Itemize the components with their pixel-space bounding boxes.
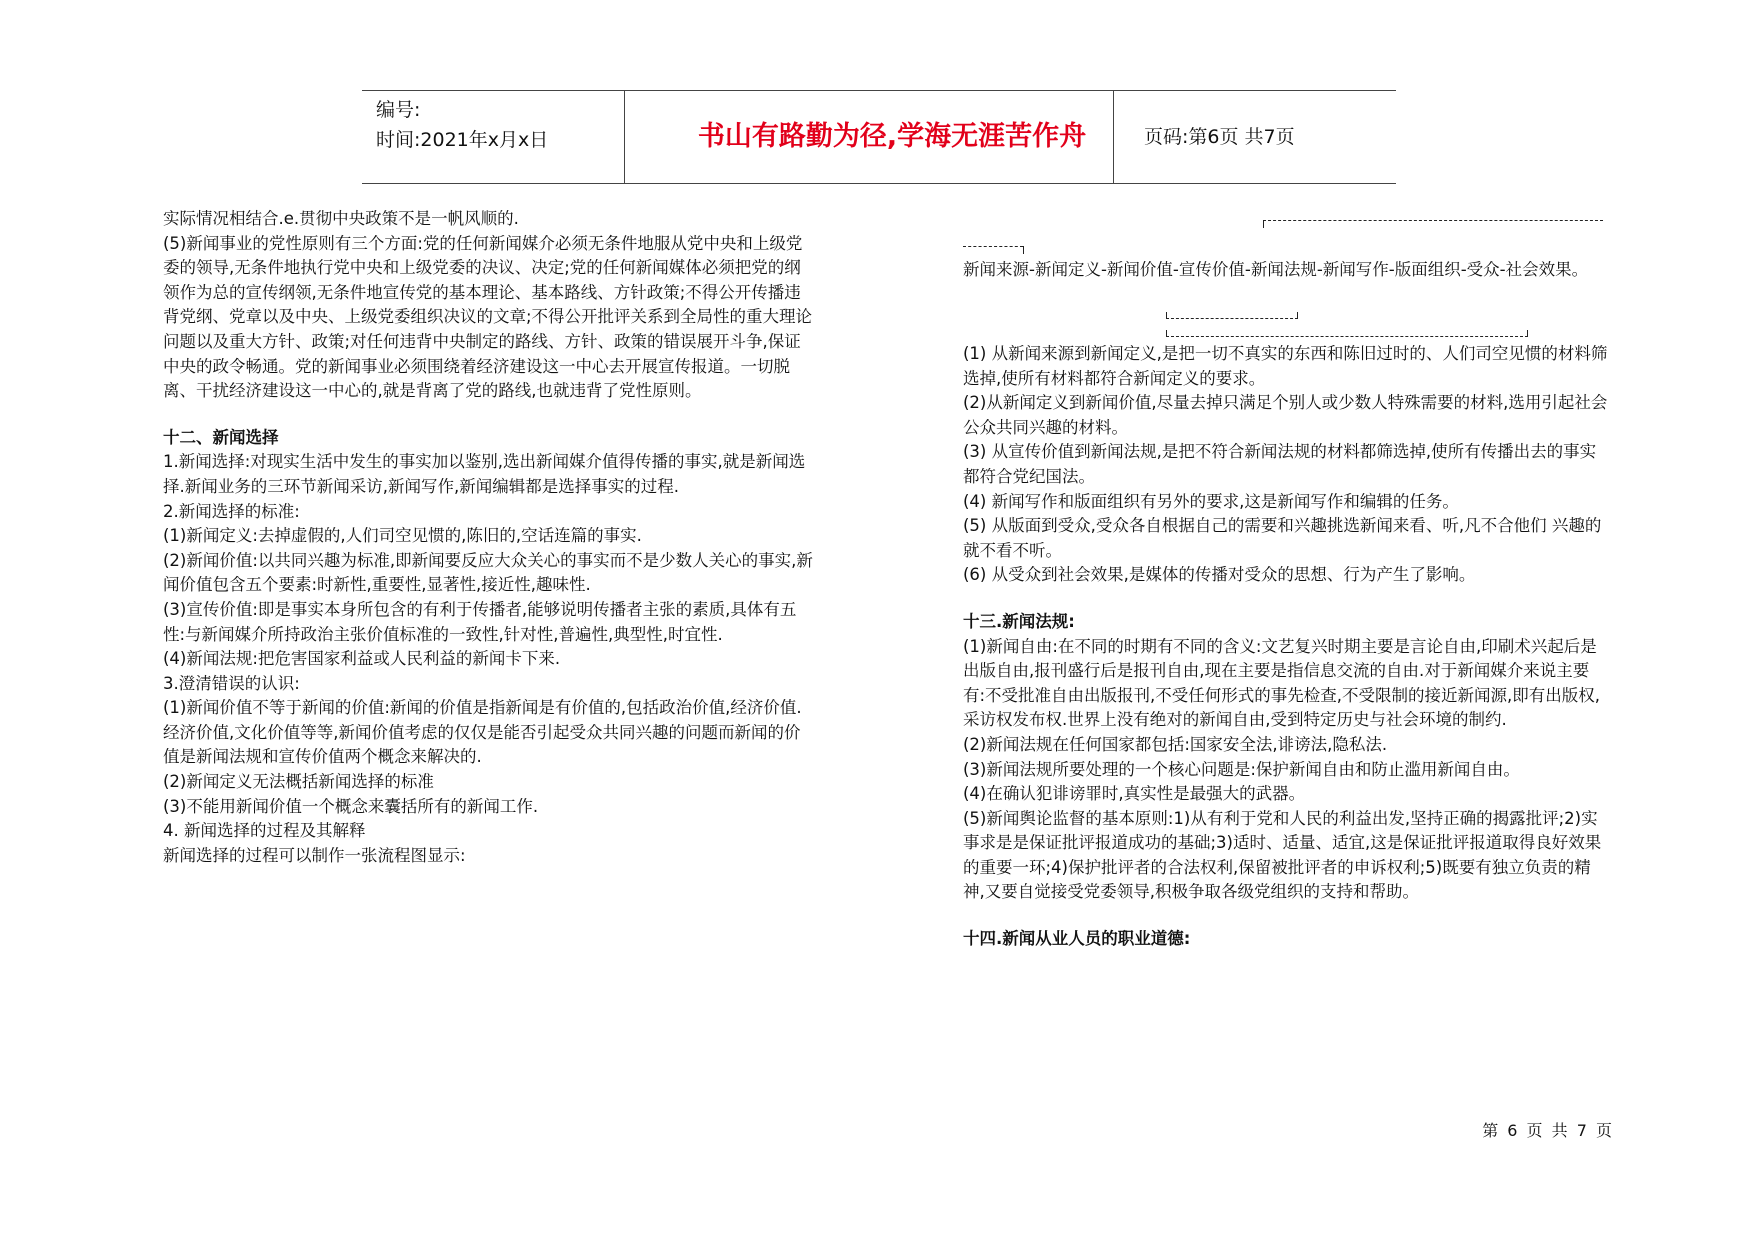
paragraph: (3)新闻法规所要处理的一个核心问题是:保护新闻自由和防止滥用新闻自由。 <box>963 759 1520 779</box>
page-header <box>362 90 1396 184</box>
document-time-label: 时间:2021年x月x日 <box>376 129 549 151</box>
paragraph: 2.新闻选择的标准: <box>163 501 300 521</box>
flowchart-line <box>1166 330 1528 337</box>
paragraph: (5)新闻事业的党性原则有三个方面:党的任何新闻媒介必须无条件地服从党中央和上级党委的领导,无条件地执行党中央和上级党委的决议、决定;党的任何新闻媒体必须把党的纲领作为总的宣传纲领,无条件地宣传党的基本理论、基本路线、方针政策;不得公开传播违背党纲、党章以及中央、上级党委组织决议的文章;不得公开批评关系到全局性的重大理论问题以及重大方针、政策;对任何违背中央制定的路线、方针、政策的错误展开斗争,保证中央的政令畅通。党的新闻事业必须围绕着经济建设这一中心去开展宣传报道。一切脱离、干扰经济建设这一中心的,就是背离了党的路线,也就违背了党性原则。 <box>163 233 813 401</box>
flowchart-chain: 新闻来源-新闻定义-新闻价值-宣传价值-新闻法规-新闻写作-版面组织-受众-社会效果。 <box>963 260 1589 279</box>
header-divider <box>624 91 625 183</box>
paragraph: (3)不能用新闻价值一个概念来囊括所有的新闻工作. <box>163 796 539 816</box>
paragraph: 3.澄清错误的认识: <box>163 673 300 693</box>
paragraph: 4. 新闻选择的过程及其解释 <box>163 821 366 841</box>
document-number-label: 编号: <box>376 99 421 121</box>
paragraph: (1)新闻价值不等于新闻的价值:新闻的价值是指新闻是有价值的,包括政治价值,经济价值.经济价值,文化价值等等,新闻价值考虑的仅仅是能否引起受众共同兴趣的问题而新闻的价值是新闻法规和宣传价值两个概念来解决的. <box>163 698 802 767</box>
flowchart-line <box>1263 220 1264 228</box>
paragraph: (4)在确认犯诽谤罪时,真实性是最强大的武器。 <box>963 784 1306 804</box>
header-divider <box>1113 91 1114 183</box>
paragraph: 实际情况相结合.e.贯彻中央政策不是一帆风顺的. <box>163 209 519 228</box>
paragraph: (3) 从宣传价值到新闻法规,是把不符合新闻法规的材料都筛选掉,使所有传播出去的事实都符合党纪国法。 <box>963 442 1597 486</box>
section-heading: 十二、新闻选择 <box>163 427 279 447</box>
flowchart-line <box>963 246 1023 247</box>
header-page-number: 页码:第6页 共7页 <box>1144 126 1295 148</box>
page-footer: 第 6 页 共 7 页 <box>1482 1121 1614 1140</box>
paragraph: (2)新闻定义无法概括新闻选择的标准 <box>163 772 434 792</box>
paragraph: (2)新闻法规在任何国家都包括:国家安全法,诽谤法,隐私法. <box>963 734 1388 754</box>
paragraph: (1)新闻自由:在不同的时期有不同的含义:文艺复兴时期主要是言论自由,印刷术兴起后是出版自由,报刊盛行后是报刊自由,现在主要是指信息交流的自由.对于新闻媒介来说主要有:不受批准自由出版报刊,不受任何形式的事先检查,不受限制的接近新闻源,即有出版权,采访权发布权.世界上没有绝对的新闻自由,受到特定历史与社会环境的制约. <box>963 636 1601 730</box>
header-meta <box>376 95 626 155</box>
flowchart-line <box>1023 246 1024 254</box>
flowchart-line <box>1263 220 1603 221</box>
flowchart-line <box>1166 312 1298 319</box>
paragraph: (5) 从版面到受众,受众各自根据自己的需要和兴趣挑选新闻来看、听,凡不合他们 兴趣的就不看不听。 <box>963 516 1602 560</box>
section-heading: 十四.新闻从业人员的职业道德: <box>963 929 1191 949</box>
paragraph: (2)新闻价值:以共同兴趣为标准,即新闻要反应大众关心的事实而不是少数人关心的事实,新闻价值包含五个要素:时新性,重要性,显著性,接近性,趣味性. <box>163 550 813 595</box>
paragraph: (2)从新闻定义到新闻价值,尽量去掉只满足个别人或少数人特殊需要的材料,选用引起社会公众共同兴趣的材料。 <box>963 393 1608 437</box>
paragraph: 1.新闻选择:对现实生活中发生的事实加以鉴别,选出新闻媒介值得传播的事实,就是新闻选择.新闻业务的三环节新闻采访,新闻写作,新闻编辑都是选择事实的过程. <box>163 452 806 496</box>
paragraph: (1)新闻定义:去掉虚假的,人们司空见惯的,陈旧的,空话连篇的事实. <box>163 526 642 546</box>
left-column <box>163 207 815 868</box>
right-column <box>963 212 1611 952</box>
section-heading: 十三.新闻法规: <box>963 611 1075 631</box>
paragraph: (5)新闻舆论监督的基本原则:1)从有利于党和人民的利益出发,坚持正确的揭露批评;2)实事求是是保证批评报道成功的基础;3)适时、适量、适宜,这是保证批评报道取得良好效果的重要一环;4)保护批评者的合法权利,保留被批评者的申诉权利;5)既要有独立负责的精神,又要自觉接受党委领导,积极争取各级党组织的支持和帮助。 <box>963 808 1602 902</box>
paragraph: 新闻选择的过程可以制作一张流程图显示: <box>163 845 466 865</box>
paragraph: (3)宣传价值:即是事实本身所包含的有利于传播者,能够说明传播者主张的素质,具体有五性:与新闻媒介所持政治主张价值标准的一致性,针对性,普遍性,典型性,时宜性. <box>163 599 797 644</box>
paragraph: (4)新闻法规:把危害国家利益或人民利益的新闻卡下来. <box>163 649 561 669</box>
paragraph: (1) 从新闻来源到新闻定义,是把一切不真实的东西和陈旧过时的、人们司空见惯的材料筛选掉,使所有材料都符合新闻定义的要求。 <box>963 344 1608 388</box>
paragraph: (6) 从受众到社会效果,是媒体的传播对受众的思想、行为产生了影响。 <box>963 565 1476 585</box>
paragraph: (4) 新闻写作和版面组织有另外的要求,这是新闻写作和编辑的任务。 <box>963 491 1459 511</box>
selection-flowchart <box>963 212 1611 342</box>
header-motto: 书山有路勤为径,学海无涯苦作舟 <box>697 121 1087 152</box>
